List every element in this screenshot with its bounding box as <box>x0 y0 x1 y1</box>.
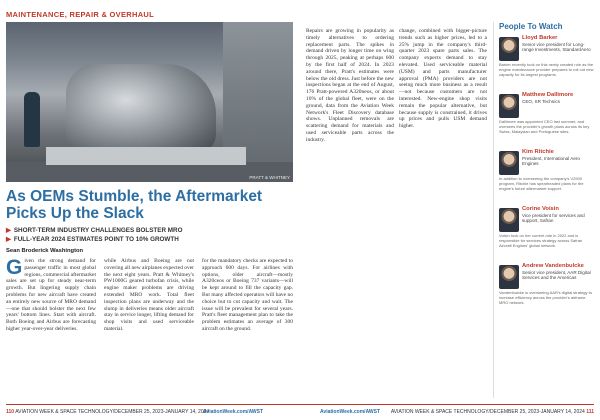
person-bio: Dallimore was appointed CEO last summer, and oversees the provider's growth plans across its key Swiss, Malaysian and Portuguese sites. <box>499 120 590 134</box>
article-column-1: G iven the strong demand for passenger traffic in most global regions, commercial aftermarket sales are set up for steady near-term growth. But lingering supply chain problems for new aircraft have created an entirely new source of MRO demand—one that should bolster the next few years' bottom lines. Start with aircraft. Both Boeing and Airbus are forecasting higher year-over-year deliveries. <box>6 258 96 332</box>
person-name: Lloyd Barker <box>522 35 558 41</box>
person-role: CEO, SR Technics <box>522 98 560 104</box>
avatar <box>499 208 519 232</box>
footer-left: 110 AVIATION WEEK & SPACE TECHNOLOGY/DECEMBER 25, 2023-JANUARY 14, 2024 <box>6 409 210 415</box>
avatar <box>499 94 519 118</box>
person-role: Senior vice president, AAR Digital Services and the Americas <box>522 269 591 280</box>
footer-right: AVIATION WEEK & SPACE TECHNOLOGY/DECEMBER 25, 2023-JANUARY 14, 2024 111 <box>390 409 594 415</box>
bullet-item: ▶ FULL-YEAR 2024 ESTIMATES POINT TO 10% GROWTH <box>6 236 179 243</box>
footer-rule <box>6 404 594 405</box>
article-column-3: for the mandatory checks are expected to approach 600 days. For airlines with options, older aircraft—mostly A320ceos or Boeing 737 variants—will be kept around to fill the capacity gap. But many affected operators will have no choice but to cut capacity and wait. The issue will be prevalent for several years. Pratt's fleet management plan to take the problem estimates an average of 300 aircraft on the ground. <box>202 258 293 332</box>
avatar <box>499 37 519 61</box>
arrow-icon: ▶ <box>6 236 11 243</box>
footer-site-left[interactable]: AviationWeek.com/AWST <box>203 409 264 415</box>
bullet-item: ▶ SHORT-TERM INDUSTRY CHALLENGES BOLSTER MRO <box>6 227 183 234</box>
article-column-4: Repairs are growing in popularity as timely alternatives to ordering replacement parts. The spikes in demand driven by longer time on wing through 2025, peaking at perhaps 600 by the first half of 2024. In 2023 around there, Pratt's estimates were below the old dress. Just before the new inspections began at the end of August, 176 Pratt-powered A320neos, or about 10% of the global fleet, were on the ground, data from the Aviation Week Network's Fleet Discovery database shows. Unplanned removals are scattering demand for materials and used serviceable parts across the industry. <box>306 28 394 143</box>
person-card <box>499 92 594 147</box>
right-page <box>306 22 594 402</box>
person-role: Vice president for services and support, Safran <box>522 212 585 223</box>
article-bullets <box>6 226 293 244</box>
page-footer <box>0 406 600 420</box>
section-label: MAINTENANCE, REPAIR & OVERHAUL <box>6 10 155 19</box>
article-column-2: while Airbus and Boeing are not covering all new airplanes expected over the next eight years. Pratt & Whitney's PW1000G geared turbofan crisis, while engine maker problems are driving extended MRO work. Total fleet inspection plans are underway and the slump in deliveries means older aircraft stay in service longer, lifting demand for shop visits and used serviceable material. <box>104 258 194 332</box>
person-card <box>499 35 594 90</box>
footer-site-right[interactable]: AviationWeek.com/AWST <box>320 409 381 415</box>
person-bio: Barker recently took on this newly created role as the engine maintenance provider prepares to roll out new capacity for its largest programs. <box>499 63 594 77</box>
article-headline: As OEMs Stumble, the Aftermarket Picks Up the Slack <box>6 188 263 222</box>
person-name: Corine Voisin <box>522 206 559 212</box>
person-card <box>499 149 594 204</box>
arrow-icon: ▶ <box>6 227 11 234</box>
person-role: Senior vice president for Long-range Investments, StandardAero <box>522 41 591 52</box>
person-name: Kim Ritchie <box>522 149 554 155</box>
drop-cap: G <box>6 258 23 279</box>
person-name: Matthew Dallimore <box>522 92 574 98</box>
people-sidebar <box>493 22 594 398</box>
avatar <box>499 151 519 175</box>
avatar <box>499 265 519 289</box>
left-page <box>6 22 293 402</box>
person-card <box>499 263 594 318</box>
photo-credit: PRATT & WHITNEY <box>249 175 290 180</box>
person-card <box>499 206 594 261</box>
person-bio: In addition to overseeing the company's V2500 program, Ritchie has spearheaded plans for the engine's future aftermarket support. <box>499 177 584 191</box>
person-bio: Vandenbulcke is overseeing AAR's digital strategy to increase efficiency across the provider's airframe MRO network. <box>499 291 592 305</box>
engine-photo <box>6 22 293 182</box>
person-bio: Voisin took on her current role in 2022 and is responsible for services strategy across Safran Aircraft Engines' global network. <box>499 234 583 248</box>
article-column-5: change, combined with bigger-picture trends such as higher prices, led to a 25% jump in the company's third-quarter 2023 spare parts sales. The company expects demand to stay elevated. Used serviceable material (USM) and parts manufacturer approval (PMA) providers are not seeing much more business as a result—not because customers are not interested. New-engine shop visits remain the popular alternative, but because supply is constrained, it drives up prices and pulls USM demand higher. <box>399 28 487 130</box>
person-name: Andrew Vandenbulcke <box>522 263 584 269</box>
byline: Sean Broderick Washington <box>6 248 84 254</box>
person-role: President, International Aero Engines <box>522 155 580 166</box>
sidebar-title: People To Watch <box>499 22 563 31</box>
